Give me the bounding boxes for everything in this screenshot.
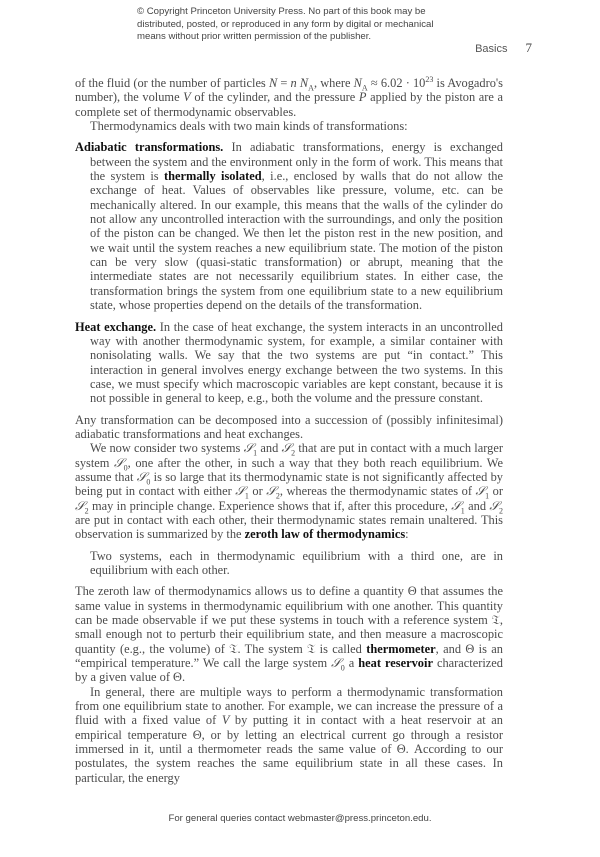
- section-title: Basics: [475, 43, 508, 55]
- math-symbol: 𝒮: [489, 498, 499, 513]
- text-run: is Avogadro's number), the volume: [75, 76, 503, 105]
- math-symbol: 𝒮: [75, 498, 85, 513]
- math-symbol: 𝒮: [331, 656, 341, 671]
- running-header: [475, 40, 532, 56]
- page-number: 7: [525, 40, 532, 55]
- paragraph: [75, 140, 503, 312]
- text-run: that are put in contact with a much larger system: [75, 441, 503, 470]
- text-run: are put in contact with each other, their thermodynamic states remain unaltered. This observation is summarized by the: [75, 512, 503, 542]
- paragraph: [75, 119, 503, 133]
- copyright-line: distributed, posted, or reproduced in any form by digital or mechanical: [137, 18, 434, 30]
- paragraph: [75, 584, 503, 684]
- text-run: or: [489, 484, 503, 499]
- page-body: [75, 76, 503, 785]
- text-run: , i.e., enclosed by walls that do not allow the exchange of heat. Values of observables like pressure, volume, etc. can be mechanically altered. In our example, this means that the walls of the cylinder do not allow any uncontrolled interaction with the surroundings, and only the position of the piston can be changed. We then let the piston rest in the new position, and we wait until the system reaches a new equilibrium state. The motion of the piston can be very slow (quasi-static transformation) or abrupt, meaning that the intermediate states are not necessarily equilibrium states. In either case, the transformation brings the system from one equilibrium state to a new equilibrium state, whose properties depend on the details of the transformation.: [90, 169, 503, 313]
- text-run: ≈ 6.02 · 10: [367, 76, 426, 90]
- math-symbol: N: [353, 76, 362, 90]
- text-run: , and Θ is an “empirical temperature.” We call the large system: [75, 641, 503, 671]
- math-symbol: 𝒮: [235, 484, 245, 499]
- text-run: In adiabatic transformations, energy is exchanged between the system and the environment only in the form of work. This means that the system is: [90, 140, 503, 184]
- footer-contact: For general queries contact webmaster@press.princeton.edu.: [168, 813, 432, 824]
- text-run: , where: [313, 76, 354, 90]
- math-symbol: 1: [460, 506, 465, 516]
- text-run: Thermodynamics deals with two main kinds of transformations:: [90, 119, 408, 134]
- text-run: :: [405, 527, 409, 542]
- math-symbol: A: [361, 83, 368, 93]
- text-run: =: [277, 76, 291, 90]
- math-symbol: A: [308, 83, 314, 93]
- text-run: or: [248, 484, 267, 499]
- math-symbol: 𝒮: [243, 441, 254, 456]
- paragraph: [75, 441, 503, 541]
- math-symbol: 1: [244, 491, 249, 501]
- math-symbol: 2: [84, 506, 89, 516]
- math-symbol: 𝒮: [136, 469, 147, 484]
- text-run: of the fluid (or the number of particles: [75, 76, 269, 90]
- text-run: and: [464, 498, 490, 513]
- bold-term: Heat exchange.: [75, 319, 157, 334]
- math-symbol: 𝒮: [266, 484, 276, 499]
- math-symbol: 𝒮: [475, 484, 486, 499]
- text-run: In the case of heat exchange, the system interacts in an uncontrolled way with another thermodynamic system, for example, a similar container with nonisolating walls. We say that the two systems are put “in contact.” This interaction in general involves energy exchange between the two systems. In this case, we must specify which macroscopic variables are kept constant, because it is not possible in general to keep, e.g., both the volume and the pressure constant.: [90, 319, 503, 406]
- text-run: a: [344, 656, 359, 671]
- math-symbol: n: [290, 76, 297, 90]
- text-run: is so large that its thermodynamic state is not significantly affected by being put in contact with either: [75, 469, 503, 499]
- text-run: by putting it in contact with a heat reservoir at an empirical temperature Θ, or by letting an electrical current go through a resistor immersed in it, until a thermometer reads the same value of Θ. According to our postulates, the system reaches the same equilibrium state in all these cases. In particular, the energy: [75, 713, 503, 785]
- bold-term: heat reservoir: [358, 656, 433, 671]
- paragraph: [75, 320, 503, 406]
- math-symbol: 1: [253, 448, 258, 458]
- text-run: The zeroth law of thermodynamics allows us to define a quantity Θ that assumes the same value in systems in thermodynamic equilibrium with one another. This quantity can be made observable if we put these systems in touch with a reference system 𝔗, small enough not to perturb their equilibrium state, and then measure a macroscopic quantity (e.g., the volume) of 𝔗. The system 𝔗 is called: [75, 584, 503, 656]
- math-symbol: V: [183, 90, 191, 105]
- law-statement: [75, 549, 503, 578]
- bold-term: thermometer: [366, 641, 436, 656]
- math-symbol: N: [268, 76, 278, 90]
- text-run: , whereas the thermodynamic states of: [279, 484, 476, 499]
- text-run: and: [257, 441, 282, 456]
- copyright-line: © Copyright Princeton University Press. No part of this book may be: [137, 6, 426, 17]
- math-symbol: 2: [499, 506, 503, 516]
- math-symbol: 1: [485, 491, 490, 501]
- math-symbol: 0: [340, 663, 345, 673]
- paragraph: [75, 413, 503, 442]
- copyright-line: means without prior written permission of the publisher.: [137, 31, 372, 42]
- math-symbol: N: [299, 76, 309, 90]
- math-symbol: 0: [146, 477, 151, 487]
- text-run: In general, there are multiple ways to perform a thermodynamic transformation from one equilibrium state to another. For example, we can increase the pressure of a fluid with a fixed value of: [75, 684, 503, 728]
- copyright-notice: [137, 6, 434, 44]
- bold-term: thermally isolated: [164, 169, 262, 184]
- text-run: applied by the piston are a complete set of thermodynamic observables.: [75, 90, 503, 119]
- text-run: characterized by a given value of Θ.: [75, 656, 503, 685]
- paragraph: [75, 685, 503, 785]
- text-run: of the cylinder, and the pressure: [190, 90, 359, 105]
- math-symbol: P: [358, 90, 367, 105]
- math-symbol: 0: [123, 463, 128, 473]
- text-run: Any transformation can be decomposed into a succession of (possibly infinitesimal) adiabatic transformations and heat exchanges.: [75, 412, 503, 441]
- text-run: , one after the other, in such a way that they both reach equilibrium. We assume that: [75, 455, 504, 484]
- math-symbol: 2: [275, 491, 280, 501]
- math-symbol: V: [221, 713, 230, 728]
- bold-term: zeroth law of thermodynamics: [244, 527, 406, 542]
- math-symbol: 2: [291, 448, 296, 458]
- math-symbol: 𝒮: [114, 455, 124, 470]
- bold-term: Adiabatic transformations.: [75, 140, 224, 155]
- text-run: may in principle change. Experience shows that if, after this procedure,: [88, 498, 452, 513]
- math-symbol: 23: [425, 74, 434, 84]
- paragraph: [75, 76, 503, 119]
- math-symbol: 𝒮: [451, 498, 461, 513]
- math-symbol: 𝒮: [281, 441, 292, 456]
- text-run: We now consider two systems: [90, 441, 244, 456]
- text-run: Two systems, each in thermodynamic equilibrium with a third one, are in equilibrium with each other.: [90, 548, 503, 577]
